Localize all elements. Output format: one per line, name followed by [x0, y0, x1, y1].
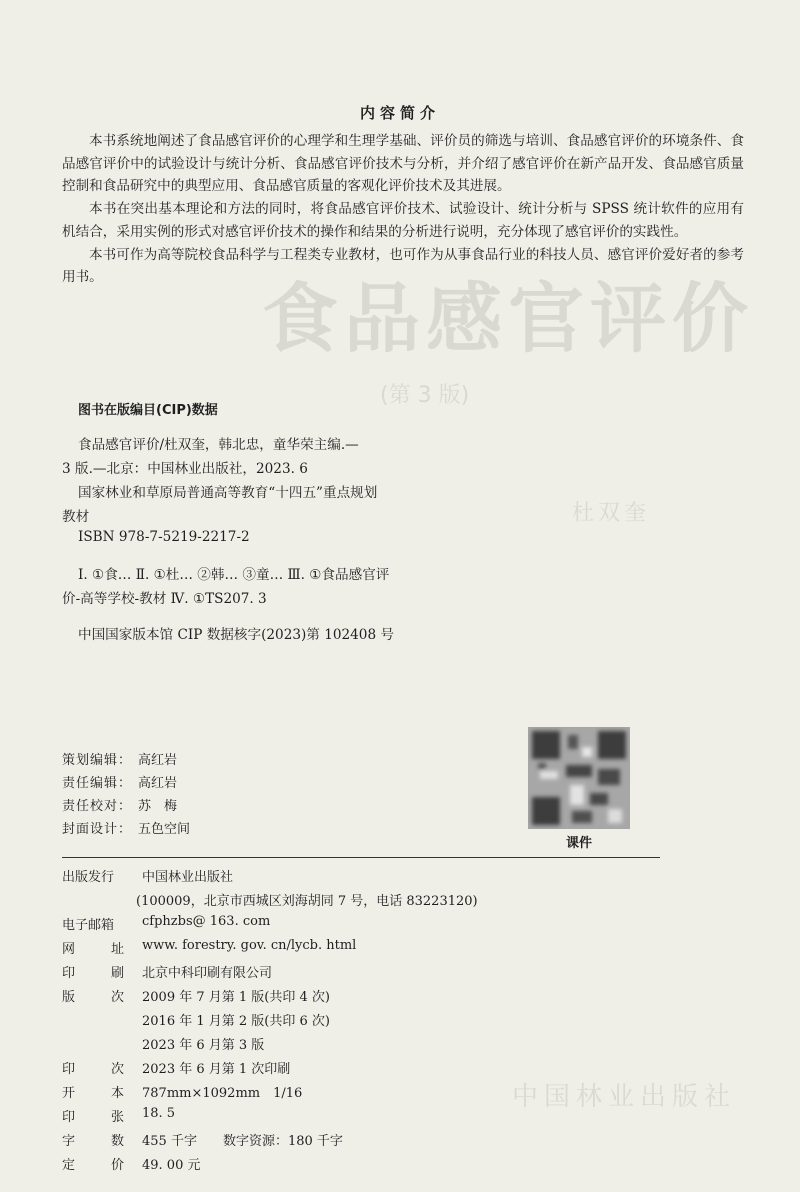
- intro-paragraph: 本书可作为高等院校食品科学与工程类专业教材，也可作为从事食品行业的科技人员、感官评价爱好者的参考用书。: [62, 246, 744, 286]
- pub-value: 2016 年 1 月第 2 版(共印 6 次): [142, 1014, 330, 1029]
- isbn: ISBN 978-7-5219-2217-2: [78, 529, 250, 545]
- pub-value: 北京中科印刷有限公司: [142, 966, 273, 981]
- intro-paragraph: 本书系统地阐述了食品感官评价的心理学和生理学基础、评价员的筛选与培训、食品感官评价的环境条件、食品感官评价中的试验设计与统计分析、食品感官评价技术与分析，并介绍了感官评价在新产品开发、食品感官质量控制和食品研究中的典型应用、食品感官质量的客观化评价技术及其进展。: [62, 133, 744, 195]
- editorial-credits: [62, 749, 190, 841]
- intro-title: 内容简介: [359, 104, 440, 122]
- pub-value: 2009 年 7 月第 1 版(共印 4 次): [142, 990, 330, 1005]
- bleed-through-title: 食品感官评价: [262, 274, 754, 363]
- qr-code-icon: [528, 727, 630, 829]
- price-value: 49. 00 元: [142, 1158, 201, 1173]
- pub-label: 字 数: [62, 1134, 124, 1149]
- credit-value: 高红岩: [138, 753, 178, 768]
- bleed-through-authors: 杜双奎: [572, 501, 651, 526]
- email-value: cfphzbs@ 163. com: [142, 914, 271, 929]
- pub-label: 网 址: [62, 942, 124, 957]
- website-value: www. forestry. gov. cn/lycb. html: [142, 938, 357, 953]
- pub-label: 印 刷: [62, 966, 124, 981]
- credit-value: 五色空间: [138, 822, 191, 837]
- credit-value: 高红岩: [138, 776, 178, 791]
- pub-label: 印 张: [62, 1110, 124, 1125]
- pub-label: 出版发行: [62, 870, 115, 885]
- credit-row: [62, 772, 190, 795]
- cip-line: Ⅰ. ①食… Ⅱ. ①杜… ②韩… ③童… Ⅲ. ①食品感官评: [78, 567, 390, 583]
- pub-label: 定 价: [62, 1158, 124, 1173]
- credit-label: 封面设计：: [62, 822, 133, 837]
- bleed-through-publisher: 中国林业出版社: [512, 1082, 737, 1112]
- bleed-through-edition: (第 3 版): [380, 383, 470, 408]
- cip-heading: 图书在版编目(CIP)数据: [78, 403, 218, 418]
- cip-line: 3 版.—北京：中国林业出版社，2023. 6: [62, 461, 308, 477]
- pub-value: 2023 年 6 月第 1 次印刷: [142, 1062, 291, 1077]
- credit-row: [62, 795, 190, 818]
- credit-value: 苏 梅: [138, 799, 178, 814]
- credit-label: 策划编辑：: [62, 753, 133, 768]
- pub-value: 2023 年 6 月第 3 版: [142, 1038, 265, 1053]
- pub-value: 18. 5: [142, 1106, 176, 1121]
- pub-label: 电子邮箱: [62, 918, 115, 933]
- pub-value: 中国林业出版社: [142, 870, 234, 885]
- cip-line: 食品感官评价/杜双奎，韩北忠，童华荣主编.—: [78, 437, 359, 453]
- credit-row: [62, 749, 190, 772]
- intro-body: [62, 130, 744, 289]
- pub-value: (100009，北京市西城区刘海胡同 7 号，电话 83223120): [136, 894, 478, 909]
- cip-line: 教材: [62, 509, 90, 525]
- intro-paragraph: 本书在突出基本理论和方法的同时，将食品感官评价技术、试验设计、统计分析与 SPSS 统计软件的应用有机结合，采用实例的形式对感官评价技术的操作和结果的分析进行说明，充分体现了感官评价的实践性。: [62, 201, 744, 240]
- pub-label: 版 次: [62, 990, 124, 1005]
- pub-value: 455 千字 数字资源：180 千字: [142, 1134, 343, 1149]
- cip-line: 价-高等学校-教材 Ⅳ. ①TS207. 3: [62, 591, 267, 607]
- credit-label: 责任校对：: [62, 799, 133, 814]
- qr-caption: 课件: [565, 836, 592, 851]
- pub-label: 印 次: [62, 1062, 124, 1077]
- cip-line: 国家林业和草原局普通高等教育“十四五”重点规划: [78, 485, 378, 501]
- pub-label: 开 本: [62, 1086, 124, 1101]
- pub-value: 787mm×1092mm 1/16: [142, 1086, 303, 1101]
- credit-label: 责任编辑：: [62, 776, 133, 791]
- cip-record-number: 中国国家版本馆 CIP 数据核字(2023)第 102408 号: [78, 627, 395, 643]
- divider: [62, 857, 660, 858]
- credit-row: [62, 818, 190, 841]
